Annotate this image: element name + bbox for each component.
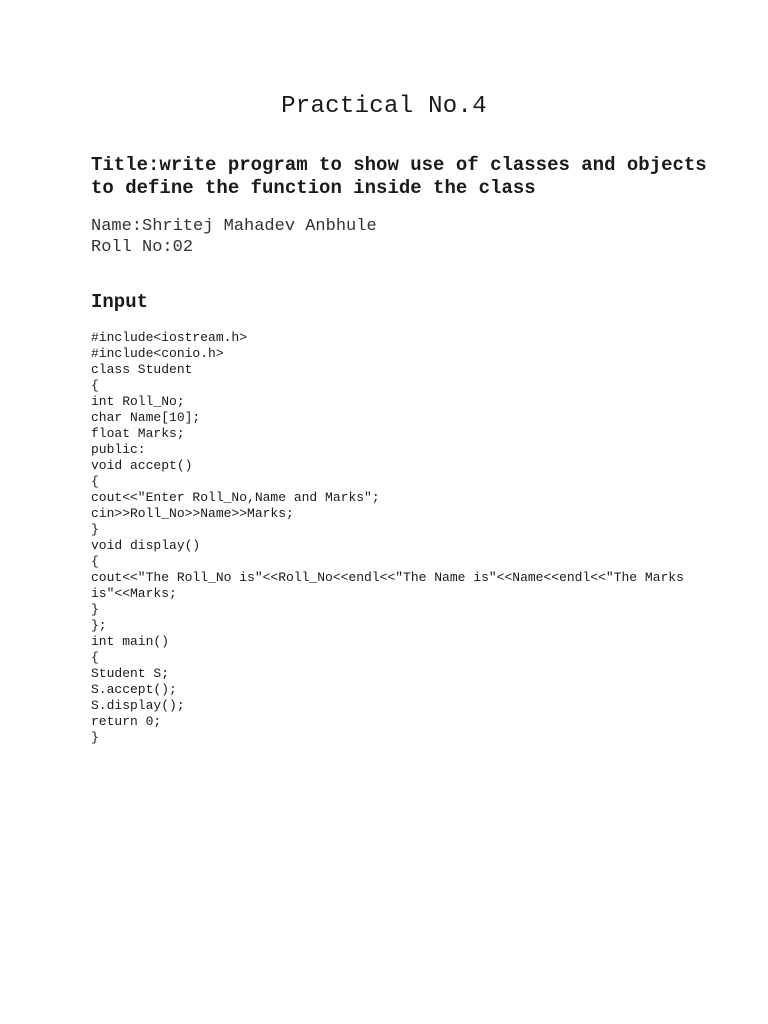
code-line: { [91,474,99,489]
code-line: public: [91,442,146,457]
code-line: void accept() [91,458,193,473]
code-line: } [91,730,99,745]
practical-heading: Practical No.4 [281,93,487,120]
code-line: cout<<"The Roll_No is"<<Roll_No<<endl<<"The Name is"<<Name<<endl<<"The Marks is"<<Marks; [91,570,692,601]
code-line: { [91,650,99,665]
code-line: } [91,522,99,537]
practical-title: Title:write program to show use of classes and objects to define the function inside the class [91,154,707,199]
student-name: Name:Shritej Mahadev Anbhule [91,217,377,236]
code-line: } [91,602,99,617]
code-line: #include<iostream.h> [91,330,248,345]
code-line: }; [91,618,107,633]
code-listing [91,330,691,746]
code-line: float Marks; [91,426,185,441]
input-section-label: Input [91,291,149,313]
code-line: S.accept(); [91,682,177,697]
code-line: int main() [91,634,170,649]
student-roll-no: Roll No:02 [91,238,194,257]
code-line: int Roll_No; [91,394,185,409]
code-line: { [91,378,99,393]
student-info [91,216,691,258]
code-line: Student S; [91,666,170,681]
code-line: char Name[10]; [91,410,201,425]
code-line: return 0; [91,714,162,729]
code-line: S.display(); [91,698,185,713]
code-line: cin>>Roll_No>>Name>>Marks; [91,506,294,521]
code-line: cout<<"Enter Roll_No,Name and Marks"; [91,490,380,505]
code-line: #include<conio.h> [91,346,224,361]
code-line: void display() [91,538,201,553]
code-line: { [91,554,99,569]
code-line: class Student [91,362,193,377]
